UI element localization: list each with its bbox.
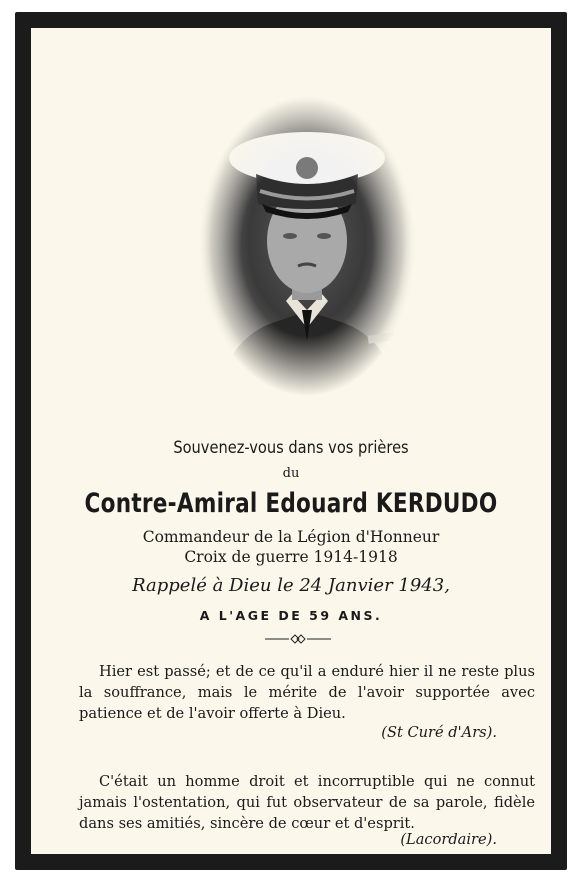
quote-author: (Lacordaire). (400, 831, 497, 848)
deceased-name: Contre-Amiral Edouard KERDUDO (84, 488, 498, 519)
remember-heading: Souvenez-vous dans vos prières (173, 438, 409, 458)
honour-title: Commandeur de la Légion d'Honneur (142, 528, 440, 546)
ornament-divider (263, 632, 333, 646)
quote-text: Hier est passé; et de ce qu'il a enduré hier il ne reste plus la souffrance, mais le mérite de l'avoir supportée avec patience et de l'avoir offerte à Dieu. (79, 663, 535, 722)
quote-author: (St Curé d'Ars). (381, 724, 497, 741)
du-text: du (282, 466, 300, 481)
card-body (31, 28, 551, 854)
memorial-card (15, 12, 567, 870)
portrait-photo (198, 96, 416, 396)
age-at-death: A L'AGE DE 59 ANS. (199, 608, 383, 623)
war-cross-title: Croix de guerre 1914-1918 (184, 548, 398, 566)
death-date: Rappelé à Dieu le 24 Janvier 1943, (132, 575, 450, 596)
quote-text: C'était un homme droit et incorruptible qui ne connut jamais l'ostentation, qui fut observateur de sa parole, fidèle dans ses amitiés, sincère de cœur et d'esprit. (79, 773, 535, 832)
